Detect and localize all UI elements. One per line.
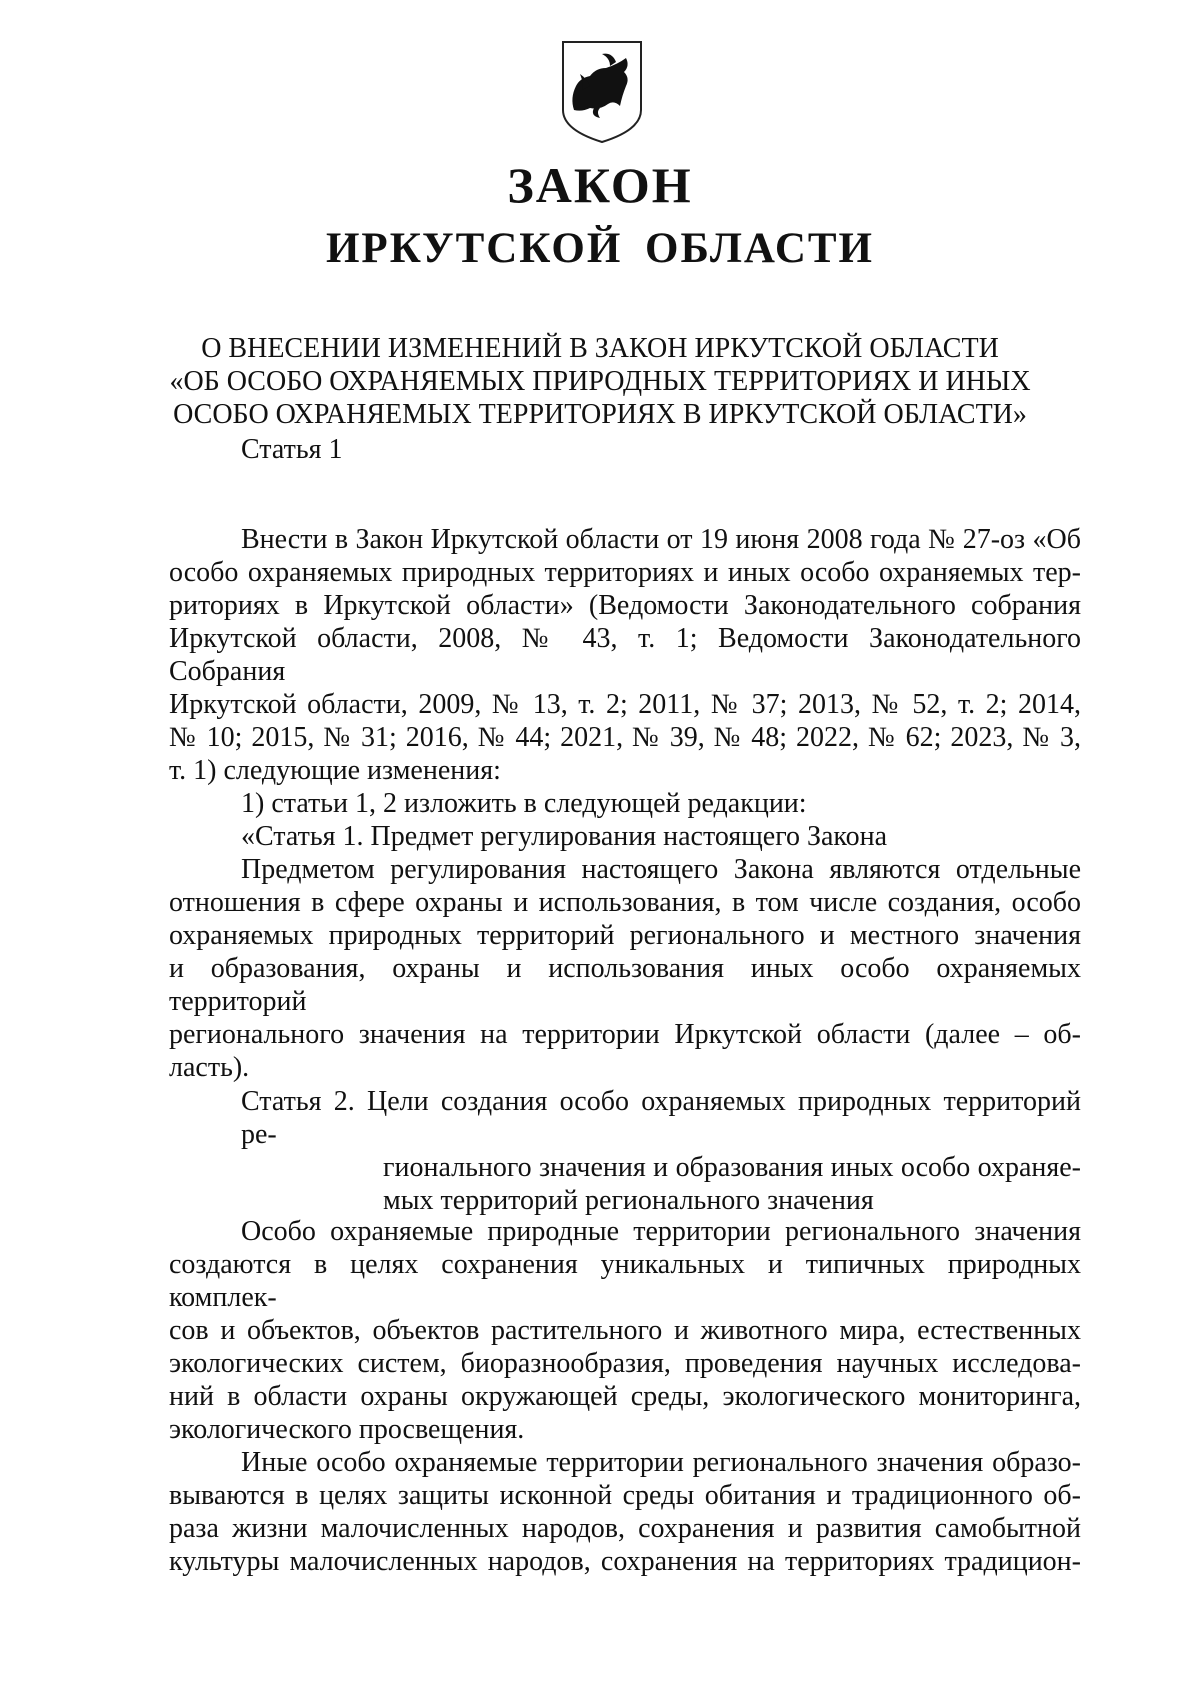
article-heading: Статья 1 xyxy=(241,434,343,465)
text-line: регионального значения на территории Иркутской области (далее – об- xyxy=(169,1019,1081,1050)
text-line: создаются в целях сохранения уникальных и типичных природных комплек- xyxy=(169,1249,1081,1313)
text-line: Предметом регулирования настоящего Закона являются отдельные xyxy=(241,854,1081,885)
text-line: Иркутской области, 2008, № 43, т. 1; Ведомости Законодательного Собрания xyxy=(169,623,1081,687)
article-1-heading xyxy=(169,433,1081,466)
text-line: Иркутской области, 2009, № 13, т. 2; 2011, № 37; 2013, № 52, т. 2; 2014, xyxy=(169,689,1081,720)
text-line: раза жизни малочисленных народов, сохранения и развития самобытной xyxy=(169,1513,1081,1544)
text-line: риториях в Иркутской области» (Ведомости Законодательного собрания xyxy=(169,590,1081,621)
text-line: ний в области охраны окружающей среды, экологического мониторинга, xyxy=(169,1381,1081,1412)
subject-line: О ВНЕСЕНИИ ИЗМЕНЕНИЙ В ЗАКОН ИРКУТСКОЙ ОБЛАСТИ xyxy=(201,333,999,364)
text-line: особо охраняемых природных территориях и иных особо охраняемых тер- xyxy=(169,557,1081,588)
subject-line: «ОБ ОСОБО ОХРАНЯЕМЫХ ПРИРОДНЫХ ТЕРРИТОРИЯХ И ИНЫХ xyxy=(169,366,1031,397)
text-line: гионального значения и образования иных особо охраняе- xyxy=(383,1152,1081,1183)
text-line: Особо охраняемые природные территории регионального значения xyxy=(241,1216,1081,1247)
text-line: вываются в целях защиты исконной среды обитания и традиционного об- xyxy=(169,1480,1081,1511)
text-line: и образования, охраны и использования иных особо охраняемых территорий xyxy=(169,953,1081,1017)
title-region: ИРКУТСКОЙ ОБЛАСТИ xyxy=(325,225,874,272)
coat-of-arms-drawing xyxy=(560,38,644,146)
text-line: экологических систем, биоразнообразия, проведения научных исследова- xyxy=(169,1348,1081,1379)
coat-of-arms-icon xyxy=(560,38,644,146)
text-line: № 10; 2015, № 31; 2016, № 44; 2021, № 39, № 48; 2022, № 62; 2023, № 3, xyxy=(169,722,1081,753)
text-line: охраняемых природных территорий регионального и местного значения xyxy=(169,920,1081,951)
text-line: т. 1) следующие изменения: xyxy=(169,755,501,786)
text-line: ласть). xyxy=(169,1052,250,1083)
law-title xyxy=(0,158,1200,272)
subject-line: ОСОБО ОХРАНЯЕМЫХ ТЕРРИТОРИЯХ В ИРКУТСКОЙ ОБЛАСТИ» xyxy=(173,399,1027,430)
text-line: Иные особо охраняемые территории регионального значения образо- xyxy=(241,1447,1081,1478)
title-law: ЗАКОН xyxy=(507,157,693,213)
amendment-item: 1) статьи 1, 2 изложить в следующей редакции: xyxy=(241,788,807,819)
text-line: Статья 2. Цели создания особо охраняемых природных территорий ре- xyxy=(241,1086,1081,1150)
text-line: экологического просвещения. xyxy=(169,1414,525,1445)
quoted-article-1 xyxy=(169,853,1081,1084)
quoted-article-2-para-1 xyxy=(169,1215,1081,1578)
text-line: сов и объектов, объектов растительного и животного мира, естественных xyxy=(169,1315,1081,1346)
text-line: мых территорий регионального значения xyxy=(383,1185,874,1216)
text-line: Внести в Закон Иркутской области от 19 июня 2008 года № 27-оз «Об xyxy=(241,524,1081,555)
text-line: отношения в сфере охраны и использования, в том числе создания, особо xyxy=(169,887,1081,918)
quoted-article-heading: «Статья 1. Предмет регулирования настоящего Закона xyxy=(241,821,888,852)
article-1-intro xyxy=(169,523,1081,853)
quoted-article-2-heading xyxy=(169,1085,1081,1217)
law-subject xyxy=(120,332,1080,431)
text-line: культуры малочисленных народов, сохранения на территориях традицион- xyxy=(169,1546,1081,1577)
